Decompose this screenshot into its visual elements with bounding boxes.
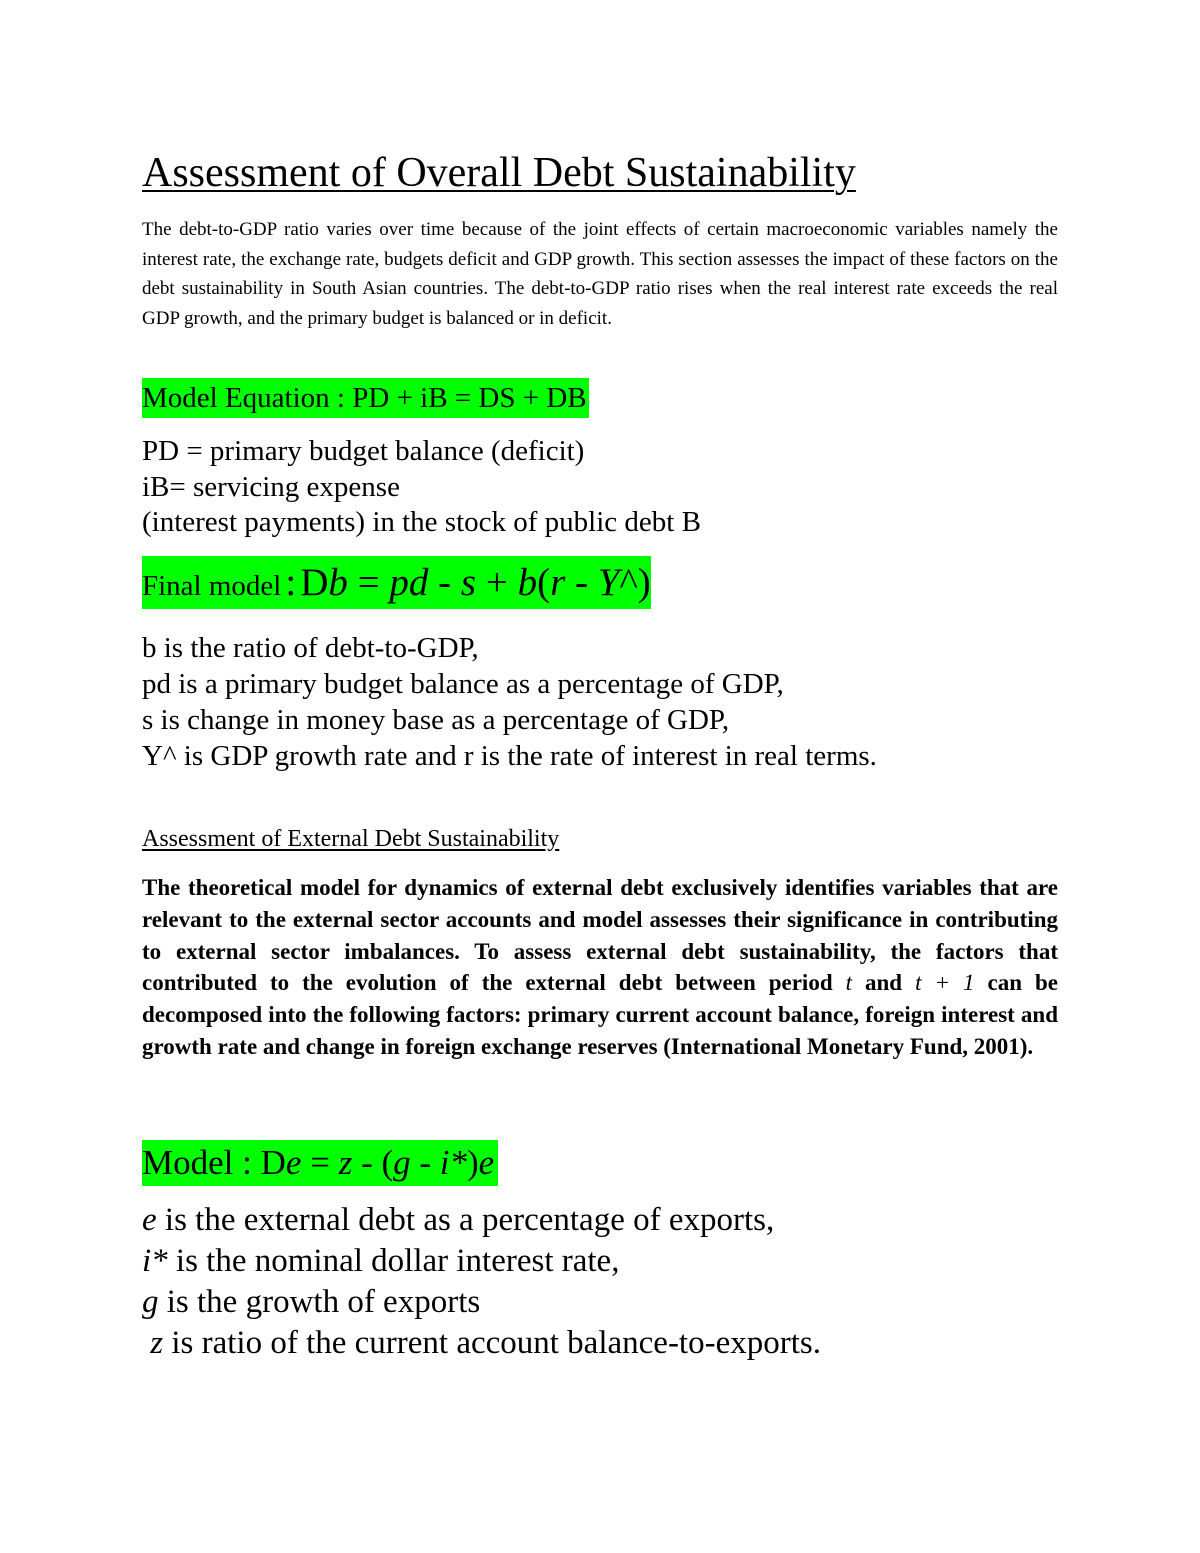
final-model-block: [142, 556, 1058, 609]
external-paragraph: [142, 872, 1058, 1063]
model-equation-block: [142, 378, 1058, 418]
definition-s: s is change in money base as a percentage of GDP,: [142, 704, 730, 736]
external-paragraph-part3: can be decomposed into the following factors: primary current account balance, foreign interest and growth rate and change in foreign exchange reserves (International Monetary Fund, 2001).: [142, 970, 1059, 1059]
final-model-label: Final model: [142, 570, 282, 602]
definitions-list-3: [142, 1200, 1058, 1364]
definition-ib: iB= servicing expense: [142, 470, 400, 503]
model-equation: Model Equation : PD + iB = DS + DB: [142, 378, 589, 418]
definition-y-r: Y^ is GDP growth rate and r is the rate of interest in real terms.: [142, 740, 877, 772]
definitions-list-2: [142, 630, 1058, 774]
final-model-colon: :: [285, 561, 297, 604]
intro-paragraph: The debt-to-GDP ratio varies over time because of the joint effects of certain macroeconomic variables namely the interest rate, the exchange rate, budgets deficit and GDP growth. This section assesses the impact of these factors on the debt sustainability in South Asian countries. The debt-to-GDP ratio rises when the real interest rate exceeds the real GDP growth, and the primary budget is balanced or in deficit.: [142, 219, 1058, 329]
period-t: t: [845, 970, 853, 996]
definition-z: z is ratio of the current account balance-to-exports.: [150, 1325, 821, 1361]
external-model-block: [142, 1140, 1058, 1186]
definition-b: b is the ratio of debt-to-GDP,: [142, 632, 479, 664]
definition-pd: PD = primary budget balance (deficit): [142, 435, 585, 467]
definition-e: e is the external debt as a percentage of exports,: [142, 1202, 775, 1238]
definition-interest-payments: (interest payments) in the stock of public debt B: [142, 506, 701, 538]
final-model-formula: Db = pd - s + b(r - Y^): [300, 561, 651, 604]
definition-pd-gdp: pd is a primary budget balance as a percentage of GDP,: [142, 668, 784, 700]
definition-istar: i* is the nominal dollar interest rate,: [142, 1243, 620, 1279]
external-paragraph-part2: and: [865, 970, 903, 996]
period-t-plus-1: t + 1: [915, 970, 975, 996]
external-section-heading: Assessment of External Debt Sustainability: [142, 826, 560, 852]
page-title: Assessment of Overall Debt Sustainability: [142, 150, 856, 196]
definition-g: g is the growth of exports: [142, 1284, 481, 1320]
external-paragraph-part1: The theoretical model for dynamics of external debt exclusively identifies variables that are relevant to the external sector accounts and model assesses their significance in contributing to external sector imbalances. To assess external debt sustainability, the factors that contributed to the evolution of the external debt between period: [142, 875, 1058, 996]
definitions-list-1: [142, 434, 1058, 541]
external-model-equation: Model : De = z - (g - i*)e: [142, 1140, 498, 1186]
final-model-highlight: [142, 556, 651, 609]
